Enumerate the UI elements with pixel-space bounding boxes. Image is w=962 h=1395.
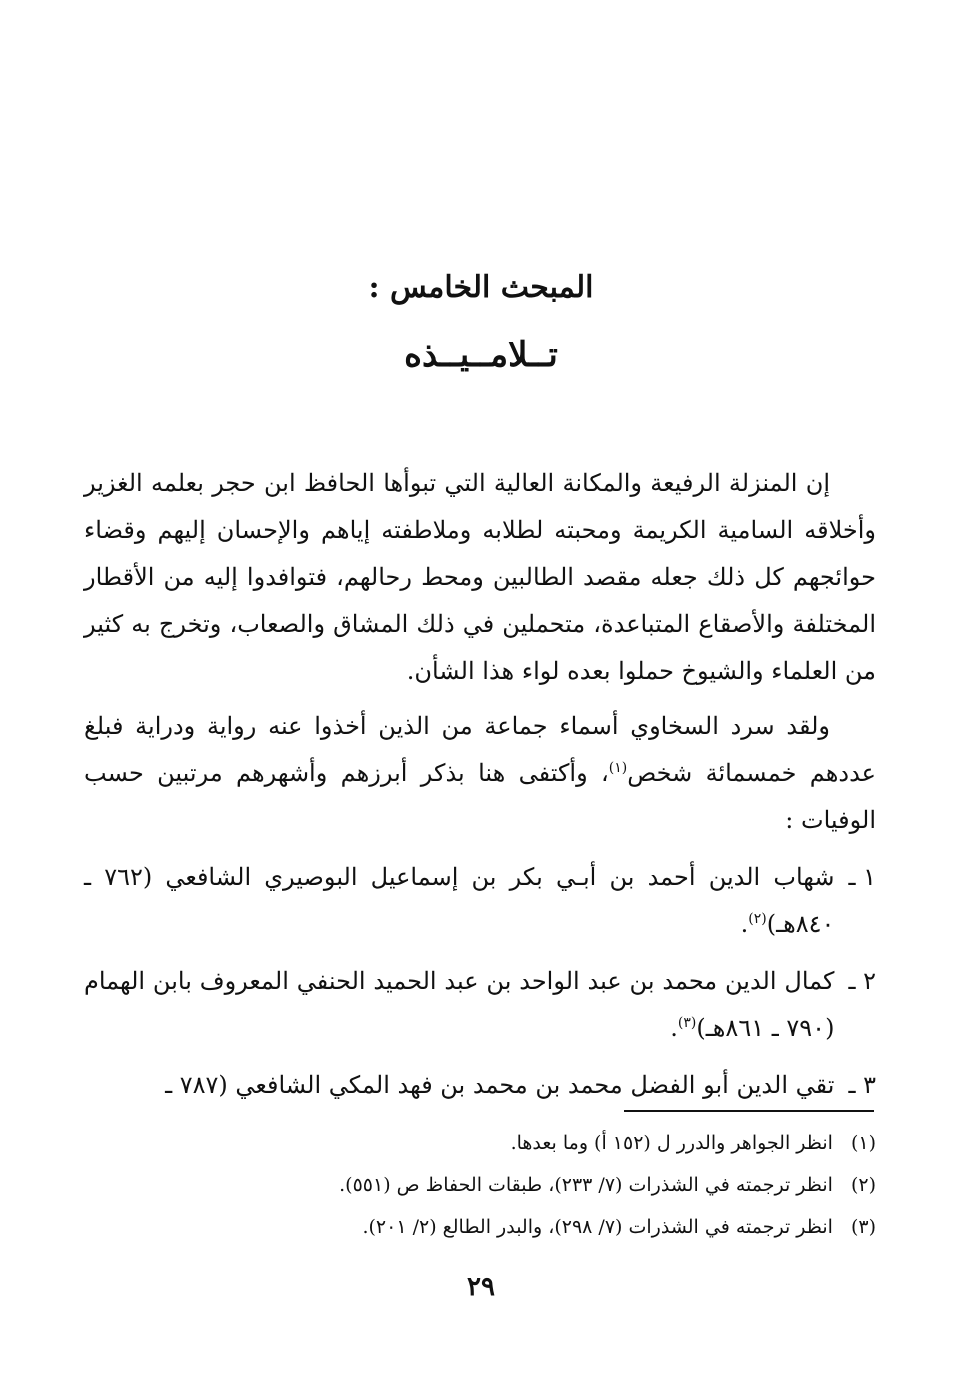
paragraph-sakhawi: [84, 703, 876, 844]
list-item: [84, 1062, 876, 1109]
list-item-end: .: [670, 1014, 678, 1042]
footnote-number: (١): [850, 1132, 876, 1154]
chapter-title: تــلامــيــذه: [404, 335, 558, 375]
students-list: [84, 854, 876, 1109]
list-item-text: [84, 1062, 834, 1109]
footnote-text: انظر الجواهر والدرر ل (١٥٢ أ) وما بعدها.: [510, 1132, 833, 1154]
paragraph-sakhawi-after: ، وأكتفى هنا بذكر أبرزهم وأشهرهم مرتبين حسب الوفيات :: [84, 759, 876, 834]
student-name: شهاب الدين أحمد بن أبـي بكر بن إسماعيل البوصيري الشافعي (٧٦٢ ـ ٨٤٠هـ): [84, 863, 835, 938]
page-number: ٢٩: [467, 1272, 495, 1302]
footnote-divider: [624, 1110, 874, 1112]
footnote-ref-1: (١): [608, 760, 628, 776]
list-item: [84, 958, 876, 1052]
paragraph-intro: إن المنزلة الرفيعة والمكانة العالية التي تبوأها الحافظ ابن حجر بعلمه الغزير وأخلاقه السامية الكريمة ومحبته لطلابه وملاطفته إياهم والإحسان إليهم وقضاء حوائجهم كل ذلك جعله مقصد الطالبين ومحط رحالهم، فتوافدوا إليه من الأقطار المختلفة والأصقاع المتباعدة، متحملين في ذلك المشاق والصعاب، وتخرج به كثير من العلماء والشيوخ حملوا بعده لواء هذا الشأن.: [84, 469, 876, 685]
paragraph-sakhawi-before: ولقد سرد السخاوي أسماء جماعة من الذين أخذوا عنه رواية ودراية فبلغ عددهم خمسمائة شخص: [84, 712, 876, 787]
list-item-number: ٢ ـ: [848, 967, 876, 995]
footnote: [84, 1206, 876, 1248]
footnote-text: انظر ترجمته في الشذرات (٧/ ٢٣٣)، طبقات الحفاظ ص (٥٥١).: [339, 1174, 833, 1196]
footnote-text: انظر ترجمته في الشذرات (٧/ ٢٩٨)، والبدر الطالع (٢/ ٢٠١).: [362, 1216, 833, 1238]
footnote-ref-3: (٣): [677, 1015, 697, 1031]
student-name: تقي الدين أبو الفضل محمد بن محمد بن فهد المكي الشافعي (٧٨٧ ـ: [165, 1071, 835, 1099]
footnote-ref-2: (٢): [748, 911, 767, 927]
footnotes: [84, 1122, 876, 1248]
list-item-text: [84, 958, 834, 1052]
section-heading: المبحث الخامس :: [368, 270, 594, 305]
footnote-number: (٢): [850, 1174, 876, 1196]
footnote-number: (٣): [850, 1216, 876, 1238]
footnote: [84, 1164, 876, 1206]
list-item-text: [84, 854, 834, 948]
list-item-number: ١ ـ: [848, 863, 876, 891]
student-name: كمال الدين محمد بن عبد الواحد بن عبد الحميد الحنفي المعروف بابن الهمام (٧٩٠ ـ ٨٦١هـ): [84, 967, 835, 1042]
list-item-end: .: [740, 910, 749, 938]
footnote: [84, 1122, 876, 1164]
main-text: [84, 460, 876, 1119]
list-item: [84, 854, 876, 948]
list-item-number: ٣ ـ: [848, 1071, 876, 1099]
